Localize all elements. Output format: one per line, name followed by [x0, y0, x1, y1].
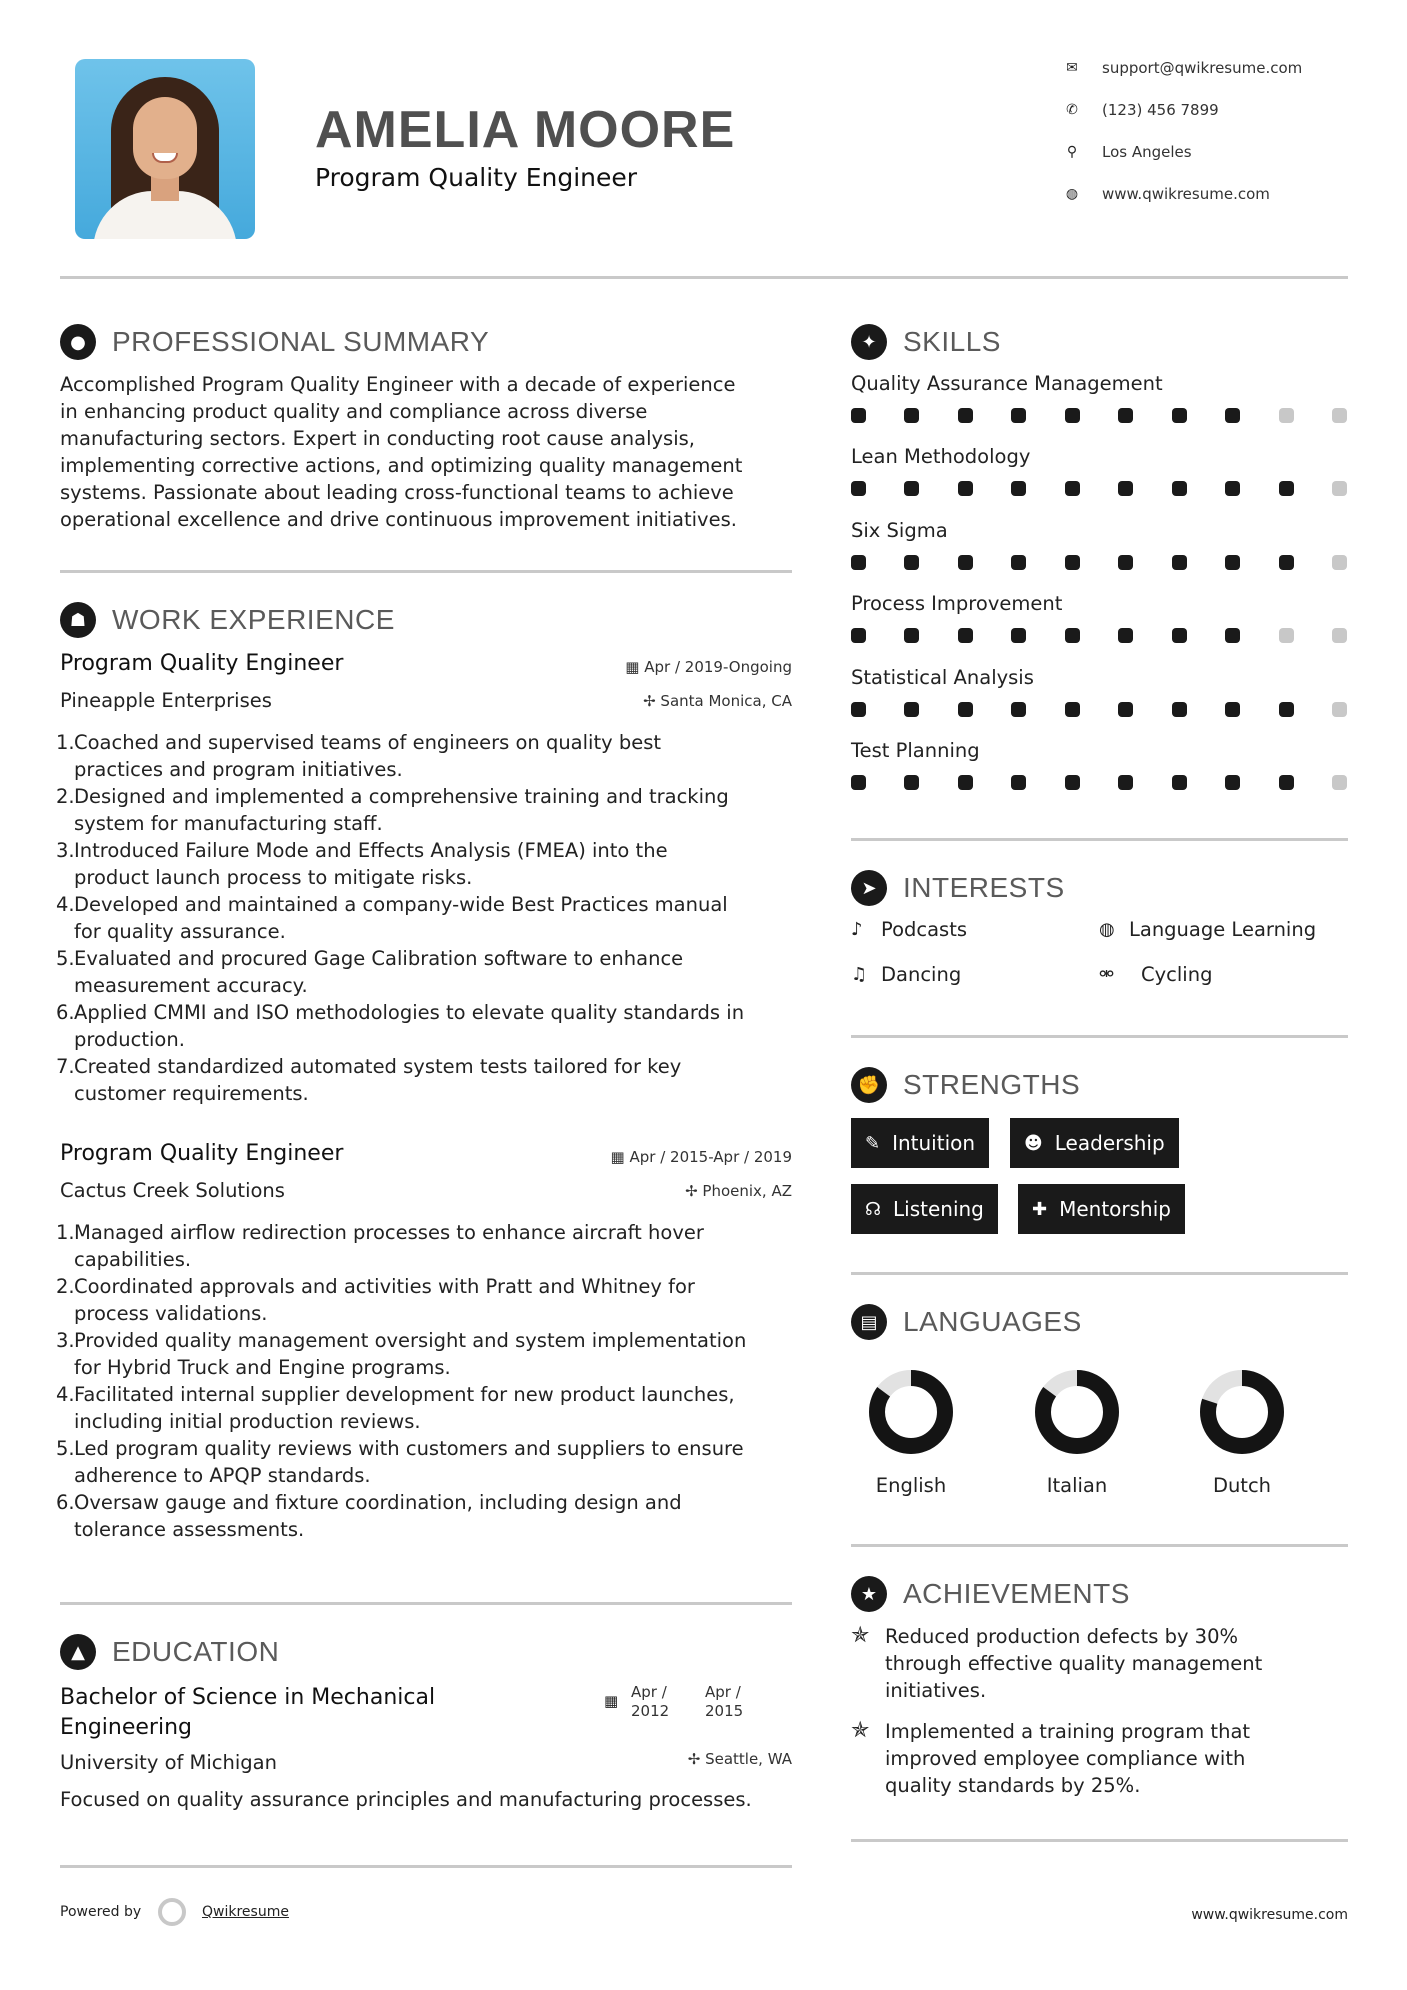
education-end-date: Apr / 2015 [705, 1683, 744, 1720]
rating-dot [1332, 481, 1347, 496]
divider [60, 1602, 792, 1605]
skill-rating [851, 408, 1347, 423]
rating-dot [1172, 555, 1187, 570]
rating-dot [1225, 702, 1240, 717]
list-item: 6. Applied CMMI and ISO methodologies to elevate quality standards in production. [56, 1001, 745, 1051]
rating-dot [1011, 775, 1026, 790]
star-icon: ✯ [851, 1718, 870, 1743]
paper-plane-icon: ➤ [851, 870, 887, 906]
list-item: 1. Coached and supervised teams of engineers on quality best practices and program initiatives. [56, 731, 662, 781]
job-company: Cactus Creek Solutions [60, 1179, 285, 1202]
phone-icon: ✆ [1066, 102, 1078, 118]
section-languages-title: ▤ LANGUAGES [851, 1304, 1082, 1340]
degree-title: Bachelor of Science in Mechanical Engineering [60, 1685, 436, 1740]
contact-text: support@qwikresume.com [1102, 59, 1303, 77]
rating-dot [851, 702, 866, 717]
divider [851, 1544, 1348, 1547]
education-note: Focused on quality assurance principles and manufacturing processes. [60, 1788, 752, 1811]
contact-location [1062, 143, 1192, 161]
summary-text: Accomplished Program Quality Engineer with a decade of experience in enhancing product quality and compliance across diverse manufacturing sectors. Expert in conducting root cause analysis, implementing corrective actions, and optimizing quality management systems. Passionate about leading cross-functional teams to achieve operational excellence and drive continuous improvement initiatives. [60, 373, 743, 531]
rating-dot [851, 775, 866, 790]
rating-dot [1279, 481, 1294, 496]
skill-name: Process Improvement [851, 592, 1063, 616]
skill-row [851, 519, 1351, 592]
user-plus-icon: ✚ [1032, 1198, 1048, 1220]
globe-icon: ◍ [1065, 186, 1079, 202]
contact-text: (123) 456 7899 [1102, 101, 1219, 119]
section-work-title: ☗ WORK EXPERIENCE [60, 602, 395, 638]
interest-item: ◍ Language Learning [1099, 918, 1317, 941]
rating-dot [958, 408, 973, 423]
rating-dot [1279, 628, 1294, 643]
section-achievements-title: ★ ACHIEVEMENTS [851, 1576, 1130, 1612]
rating-dot [851, 628, 866, 643]
headphones-icon: ☊ [865, 1198, 881, 1220]
rating-dot [904, 555, 919, 570]
contact-email[interactable] [1062, 59, 1302, 77]
calendar-icon: ▦ [604, 1692, 619, 1710]
list-item: 4. Facilitated internal supplier development for new product launches, including initial production reviews. [56, 1383, 735, 1433]
star-badge-icon: ★ [851, 1576, 887, 1612]
candidate-title: Program Quality Engineer [315, 163, 638, 192]
rating-dot [1172, 408, 1187, 423]
list-item: 2. Coordinated approvals and activities with Pratt and Whitney for process validations. [56, 1275, 695, 1325]
divider [851, 1035, 1348, 1038]
rating-dot [1118, 481, 1133, 496]
globe-icon: ◍ [1099, 919, 1115, 940]
section-strengths-title: ✊ STRENGTHS [851, 1067, 1080, 1103]
divider [851, 1839, 1348, 1842]
section-skills-title: ✦ SKILLS [851, 324, 1001, 360]
divider [60, 1865, 792, 1868]
rating-dot [1065, 702, 1080, 717]
rating-dot [1118, 628, 1133, 643]
list-item: 3. Introduced Failure Mode and Effects Analysis (FMEA) into the product launch process to mitigate risks. [56, 839, 668, 889]
rating-dot [1118, 555, 1133, 570]
footer-url[interactable]: www.qwikresume.com [1191, 1907, 1348, 1923]
rating-dot [1279, 555, 1294, 570]
profile-photo [75, 59, 255, 239]
music-note-icon: ♫ [851, 964, 868, 985]
graduation-cap-icon: ▲ [60, 1634, 96, 1670]
divider [851, 838, 1348, 841]
rating-dot [1225, 775, 1240, 790]
skill-rating [851, 775, 1347, 790]
rating-dot [1332, 702, 1347, 717]
pin-icon: ✢ [643, 692, 661, 710]
strength-chip: ☊ Listening [851, 1184, 998, 1234]
contact-phone[interactable] [1062, 101, 1219, 119]
skill-name: Quality Assurance Management [851, 372, 1163, 395]
rating-dot [1011, 481, 1026, 496]
rating-dot [1332, 628, 1347, 643]
achievement-item: ✯ Implemented a training program that improved employee compliance with quality standards by 25%. [851, 1718, 1251, 1797]
language-label: English [875, 1474, 947, 1497]
strength-chip: ✚ Mentorship [1018, 1184, 1185, 1234]
rating-dot [1172, 775, 1187, 790]
fist-icon: ✊ [851, 1067, 887, 1103]
skill-row [851, 372, 1351, 445]
skill-name: Lean Methodology [851, 445, 1031, 469]
language-label: Italian [1046, 1474, 1108, 1497]
rating-dot [958, 775, 973, 790]
skill-name: Test Planning [851, 738, 980, 762]
skill-rating [851, 555, 1347, 570]
calendar-icon: ▦ [625, 658, 645, 676]
location-pin-icon: ⚲ [1066, 144, 1078, 160]
rating-dot [1279, 702, 1294, 717]
list-item: 3. Provided quality management oversight and system implementation for Hybrid Truck and Engine programs. [56, 1329, 747, 1379]
rating-dot [1172, 628, 1187, 643]
rating-dot [958, 628, 973, 643]
powered-by-label: Powered by [60, 1904, 142, 1920]
briefcase-icon: ☗ [60, 602, 96, 638]
skill-row [851, 592, 1351, 665]
achievement-item: ✯ Reduced production defects by 30% through effective quality management initiatives. [851, 1623, 1263, 1702]
section-education-title: ▲ EDUCATION [60, 1634, 279, 1670]
star-icon: ✯ [851, 1623, 870, 1648]
bicycle-icon: ⚮ [1099, 964, 1115, 985]
interest-item: ♫ Dancing [851, 963, 962, 986]
rating-dot [1332, 775, 1347, 790]
job-company: Pineapple Enterprises [60, 689, 272, 712]
skill-name: Six Sigma [851, 518, 948, 542]
language-icon: ▤ [851, 1304, 887, 1340]
user-icon: ● [60, 324, 96, 360]
job-duties [56, 1219, 806, 1543]
rating-dot [1065, 555, 1080, 570]
rating-dot [851, 481, 866, 496]
job-duties [56, 729, 806, 1107]
rating-dot [958, 702, 973, 717]
skill-row [851, 666, 1351, 739]
rating-dot [1172, 702, 1187, 717]
rating-dot [1225, 555, 1240, 570]
school-name: University of Michigan [60, 1751, 277, 1774]
lightbulb-icon: ✦ [851, 324, 887, 360]
rating-dot [1225, 408, 1240, 423]
rating-dot [904, 628, 919, 643]
section-summary-title: ● PROFESSIONAL SUMMARY [60, 324, 489, 360]
brand-link[interactable]: Qwikresume [202, 1904, 289, 1920]
rating-dot [1011, 628, 1026, 643]
rating-dot [904, 702, 919, 717]
rating-dot [958, 481, 973, 496]
list-item: 4. Developed and maintained a company-wide Best Practices manual for quality assurance. [56, 893, 728, 943]
pin-icon: ✢ [685, 1182, 703, 1200]
rating-dot [904, 481, 919, 496]
header-divider [60, 276, 1348, 279]
divider [60, 570, 792, 573]
rating-dot [1118, 702, 1133, 717]
job-location: ✢ Santa Monica, CA [643, 692, 792, 710]
job-dates: ▦ Apr / 2019-Ongoing [625, 658, 792, 676]
rating-dot [1332, 408, 1347, 423]
section-interests-title: ➤ INTERESTS [851, 870, 1065, 906]
strength-chip: ✎ Intuition [851, 1118, 989, 1168]
divider [851, 1272, 1348, 1275]
rating-dot [1065, 481, 1080, 496]
rating-dot [1279, 775, 1294, 790]
candidate-name: AMELIA MOORE [315, 101, 736, 159]
skill-rating [851, 702, 1347, 717]
rating-dot [904, 408, 919, 423]
rating-dot [1279, 408, 1294, 423]
rating-dot [1065, 408, 1080, 423]
education-start-date: Apr / 2012 [631, 1683, 670, 1720]
language-label: Dutch [1212, 1474, 1272, 1497]
skill-row [851, 445, 1351, 518]
rating-dot [1118, 775, 1133, 790]
job-title: Program Quality Engineer [60, 651, 344, 676]
interest-item: ♪ Podcasts [851, 918, 968, 941]
contact-website[interactable] [1062, 185, 1270, 203]
list-item: 5. Evaluated and procured Gage Calibration software to enhance measurement accuracy. [56, 947, 684, 997]
job-dates: ▦ Apr / 2015-Apr / 2019 [610, 1148, 792, 1166]
microphone-icon: ♪ [851, 919, 863, 940]
strength-chip: ☻ Leadership [1010, 1118, 1179, 1168]
qwikresume-logo-icon [158, 1898, 186, 1926]
interest-item: ⚮ Cycling [1099, 963, 1213, 986]
contact-text: www.qwikresume.com [1102, 185, 1270, 203]
rating-dot [1011, 702, 1026, 717]
envelope-icon: ✉ [1066, 60, 1078, 76]
skill-name: Statistical Analysis [851, 665, 1034, 689]
contact-text: Los Angeles [1102, 143, 1192, 161]
magic-wand-icon: ✎ [865, 1132, 881, 1154]
users-icon: ☻ [1024, 1132, 1043, 1154]
rating-dot [1172, 481, 1187, 496]
rating-dot [904, 775, 919, 790]
rating-dot [851, 555, 866, 570]
list-item: 2. Designed and implemented a comprehensive training and tracking system for manufacturing staff. [56, 785, 729, 835]
rating-dot [958, 555, 973, 570]
rating-dot [1225, 481, 1240, 496]
rating-dot [1332, 555, 1347, 570]
skill-rating [851, 481, 1347, 496]
job-title: Program Quality Engineer [60, 1141, 344, 1166]
rating-dot [1011, 408, 1026, 423]
pin-icon: ✢ [687, 1750, 706, 1768]
rating-dot [1011, 555, 1026, 570]
list-item: 7. Created standardized automated system tests tailored for key customer requirements. [56, 1055, 682, 1105]
rating-dot [851, 408, 866, 423]
skill-row [851, 739, 1351, 812]
rating-dot [1225, 628, 1240, 643]
rating-dot [1065, 775, 1080, 790]
job-location: ✢ Phoenix, AZ [685, 1182, 792, 1200]
list-item: 1. Managed airflow redirection processes to enhance aircraft hover capabilities. [56, 1221, 704, 1271]
rating-dot [1118, 408, 1133, 423]
list-item: 6. Oversaw gauge and fixture coordination, including design and tolerance assessments. [56, 1491, 682, 1541]
calendar-icon: ▦ [610, 1148, 630, 1166]
rating-dot [1065, 628, 1080, 643]
skills-list [851, 372, 1351, 812]
skill-rating [851, 628, 1347, 643]
list-item: 5. Led program quality reviews with customers and suppliers to ensure adherence to APQP standards. [56, 1437, 744, 1487]
school-location: ✢ Seattle, WA [687, 1750, 792, 1768]
